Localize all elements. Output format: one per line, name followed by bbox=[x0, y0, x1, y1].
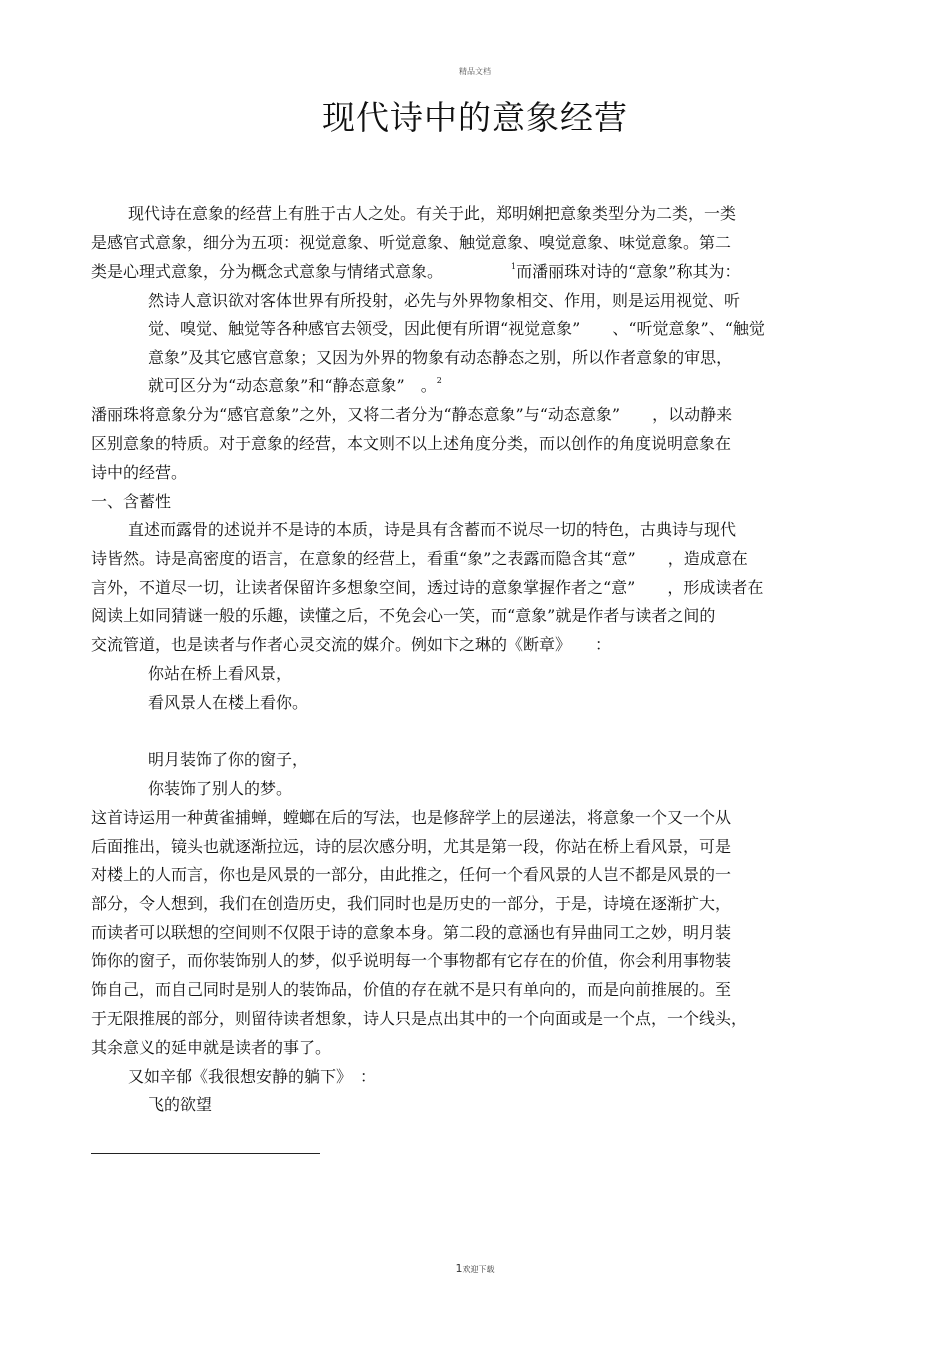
footnote-divider bbox=[91, 1153, 320, 1154]
paragraph-line: 类是心理式意象，分为概念式意象与情绪式意象。 bbox=[91, 262, 444, 281]
poem-line: 飞的欲望 bbox=[148, 1095, 213, 1114]
paragraph-line: 直述而露骨的述说并不是诗的本质，诗是具有含蓄而不说尽一切的特色，古典诗与现代 bbox=[128, 520, 737, 539]
poem-line: 明月装饰了你的窗子， bbox=[148, 750, 309, 769]
paragraph-line: 潘丽珠将意象分为“感官意象”之外，又将二者分为“静态意象”与“动态意象” ，以动静来 bbox=[91, 405, 733, 424]
quote-line: 然诗人意识欲对客体世界有所投射，必先与外界物象相交、作用，则是运用视觉、听 bbox=[148, 291, 741, 310]
paragraph-line: 诗中的经营。 bbox=[91, 463, 188, 482]
footnote-mark: 1 bbox=[511, 262, 517, 271]
page-number: 1 bbox=[455, 1262, 463, 1275]
paragraph-line: 于无限推展的部分，则留待读者想象，诗人只是点出其中的一个向面或是一个点，一个线头， bbox=[91, 1009, 748, 1028]
paragraph-line: 诗皆然。诗是高密度的语言，在意象的经营上，看重“象”之表露而隐含其“意” ，造成意在 bbox=[91, 549, 748, 568]
poem-line: 你站在桥上看风景， bbox=[148, 664, 293, 683]
quote-line: 意象”及其它感官意象；又因为外界的物象有动态静态之别，所以作者意象的审思， bbox=[148, 348, 733, 367]
paragraph-line: 部分，令人想到，我们在创造历史，我们同时也是历史的一部分，于是，诗境在逐渐扩大， bbox=[91, 894, 732, 913]
paragraph-line: 区别意象的特质。对于意象的经营，本文则不以上述角度分类，而以创作的角度说明意象在 bbox=[91, 434, 732, 453]
paragraph-line: 现代诗在意象的经营上有胜于古人之处。有关于此，郑明娳把意象类型分为二类，一类 bbox=[128, 204, 737, 223]
poem-line: 你装饰了别人的梦。 bbox=[148, 779, 293, 798]
paragraph-line: 饰你的窗子，而你装饰别人的梦，似乎说明每一个事物都有它存在的价值，你会利用事物装 bbox=[91, 951, 732, 970]
quote-line bbox=[148, 375, 442, 400]
paragraph-line: 这首诗运用一种黄雀捕蝉，螳螂在后的写法，也是修辞学上的层递法，将意象一个又一个从 bbox=[91, 808, 732, 827]
page-footer bbox=[0, 1262, 950, 1275]
header-tag: 精品文档 bbox=[459, 67, 491, 76]
page-title: 现代诗中的意象经营 bbox=[322, 98, 628, 137]
paragraph-line: 交流管道，也是读者与作者心灵交流的媒介。例如卞之琳的《断章》 ： bbox=[91, 635, 612, 654]
paragraph-line: 而读者可以联想的空间则不仅限于诗的意象本身。第二段的意涵也有异曲同工之妙，明月装 bbox=[91, 923, 732, 942]
paragraph-line: 后面推出，镜头也就逐渐拉远，诗的层次感分明，尤其是第一段，你站在桥上看风景，可是 bbox=[91, 837, 732, 856]
paragraph-line: 又如辛郁《我很想安静的躺下》 ： bbox=[128, 1067, 377, 1086]
poem-line: 看风景人在楼上看你。 bbox=[148, 693, 309, 712]
footnote-text: 而潘丽珠对诗的“意象”称其为： bbox=[516, 262, 741, 281]
paragraph-line: 是感官式意象，细分为五项：视觉意象、听觉意象、触觉意象、嗅觉意象、味觉意象。第二 bbox=[91, 233, 732, 252]
section-heading: 一、含蓄性 bbox=[91, 492, 172, 511]
footer-text: 欢迎下载 bbox=[462, 1265, 495, 1274]
footnote-mark: 2 bbox=[436, 376, 442, 385]
quote-line: 觉、嗅觉、触觉等各种感官去领受，因此便有所谓“视觉意象” 、“听觉意象”、“触觉 bbox=[148, 319, 765, 338]
paragraph-line: 对楼上的人而言，你也是风景的一部分，由此推之，任何一个看风景的人岂不都是风景的一 bbox=[91, 865, 732, 884]
footnote-ref-line bbox=[511, 261, 740, 286]
paragraph-line: 言外，不道尽一切，让读者保留许多想象空间，透过诗的意象掌握作者之“意” ，形成读者在 bbox=[91, 578, 764, 597]
quote-text: 就可区分为“动态意象”和“静态意象” 。 bbox=[148, 376, 437, 395]
paragraph-line: 饰自己，而自己同时是别人的装饰品，价值的存在就不是只有单向的，而是向前推展的。至 bbox=[91, 980, 732, 999]
paragraph-line: 其余意义的延申就是读者的事了。 bbox=[91, 1038, 332, 1057]
paragraph-line: 阅读上如同猜谜一般的乐趣，读懂之后，不免会心一笑，而“意象”就是作者与读者之间的 bbox=[91, 606, 716, 625]
